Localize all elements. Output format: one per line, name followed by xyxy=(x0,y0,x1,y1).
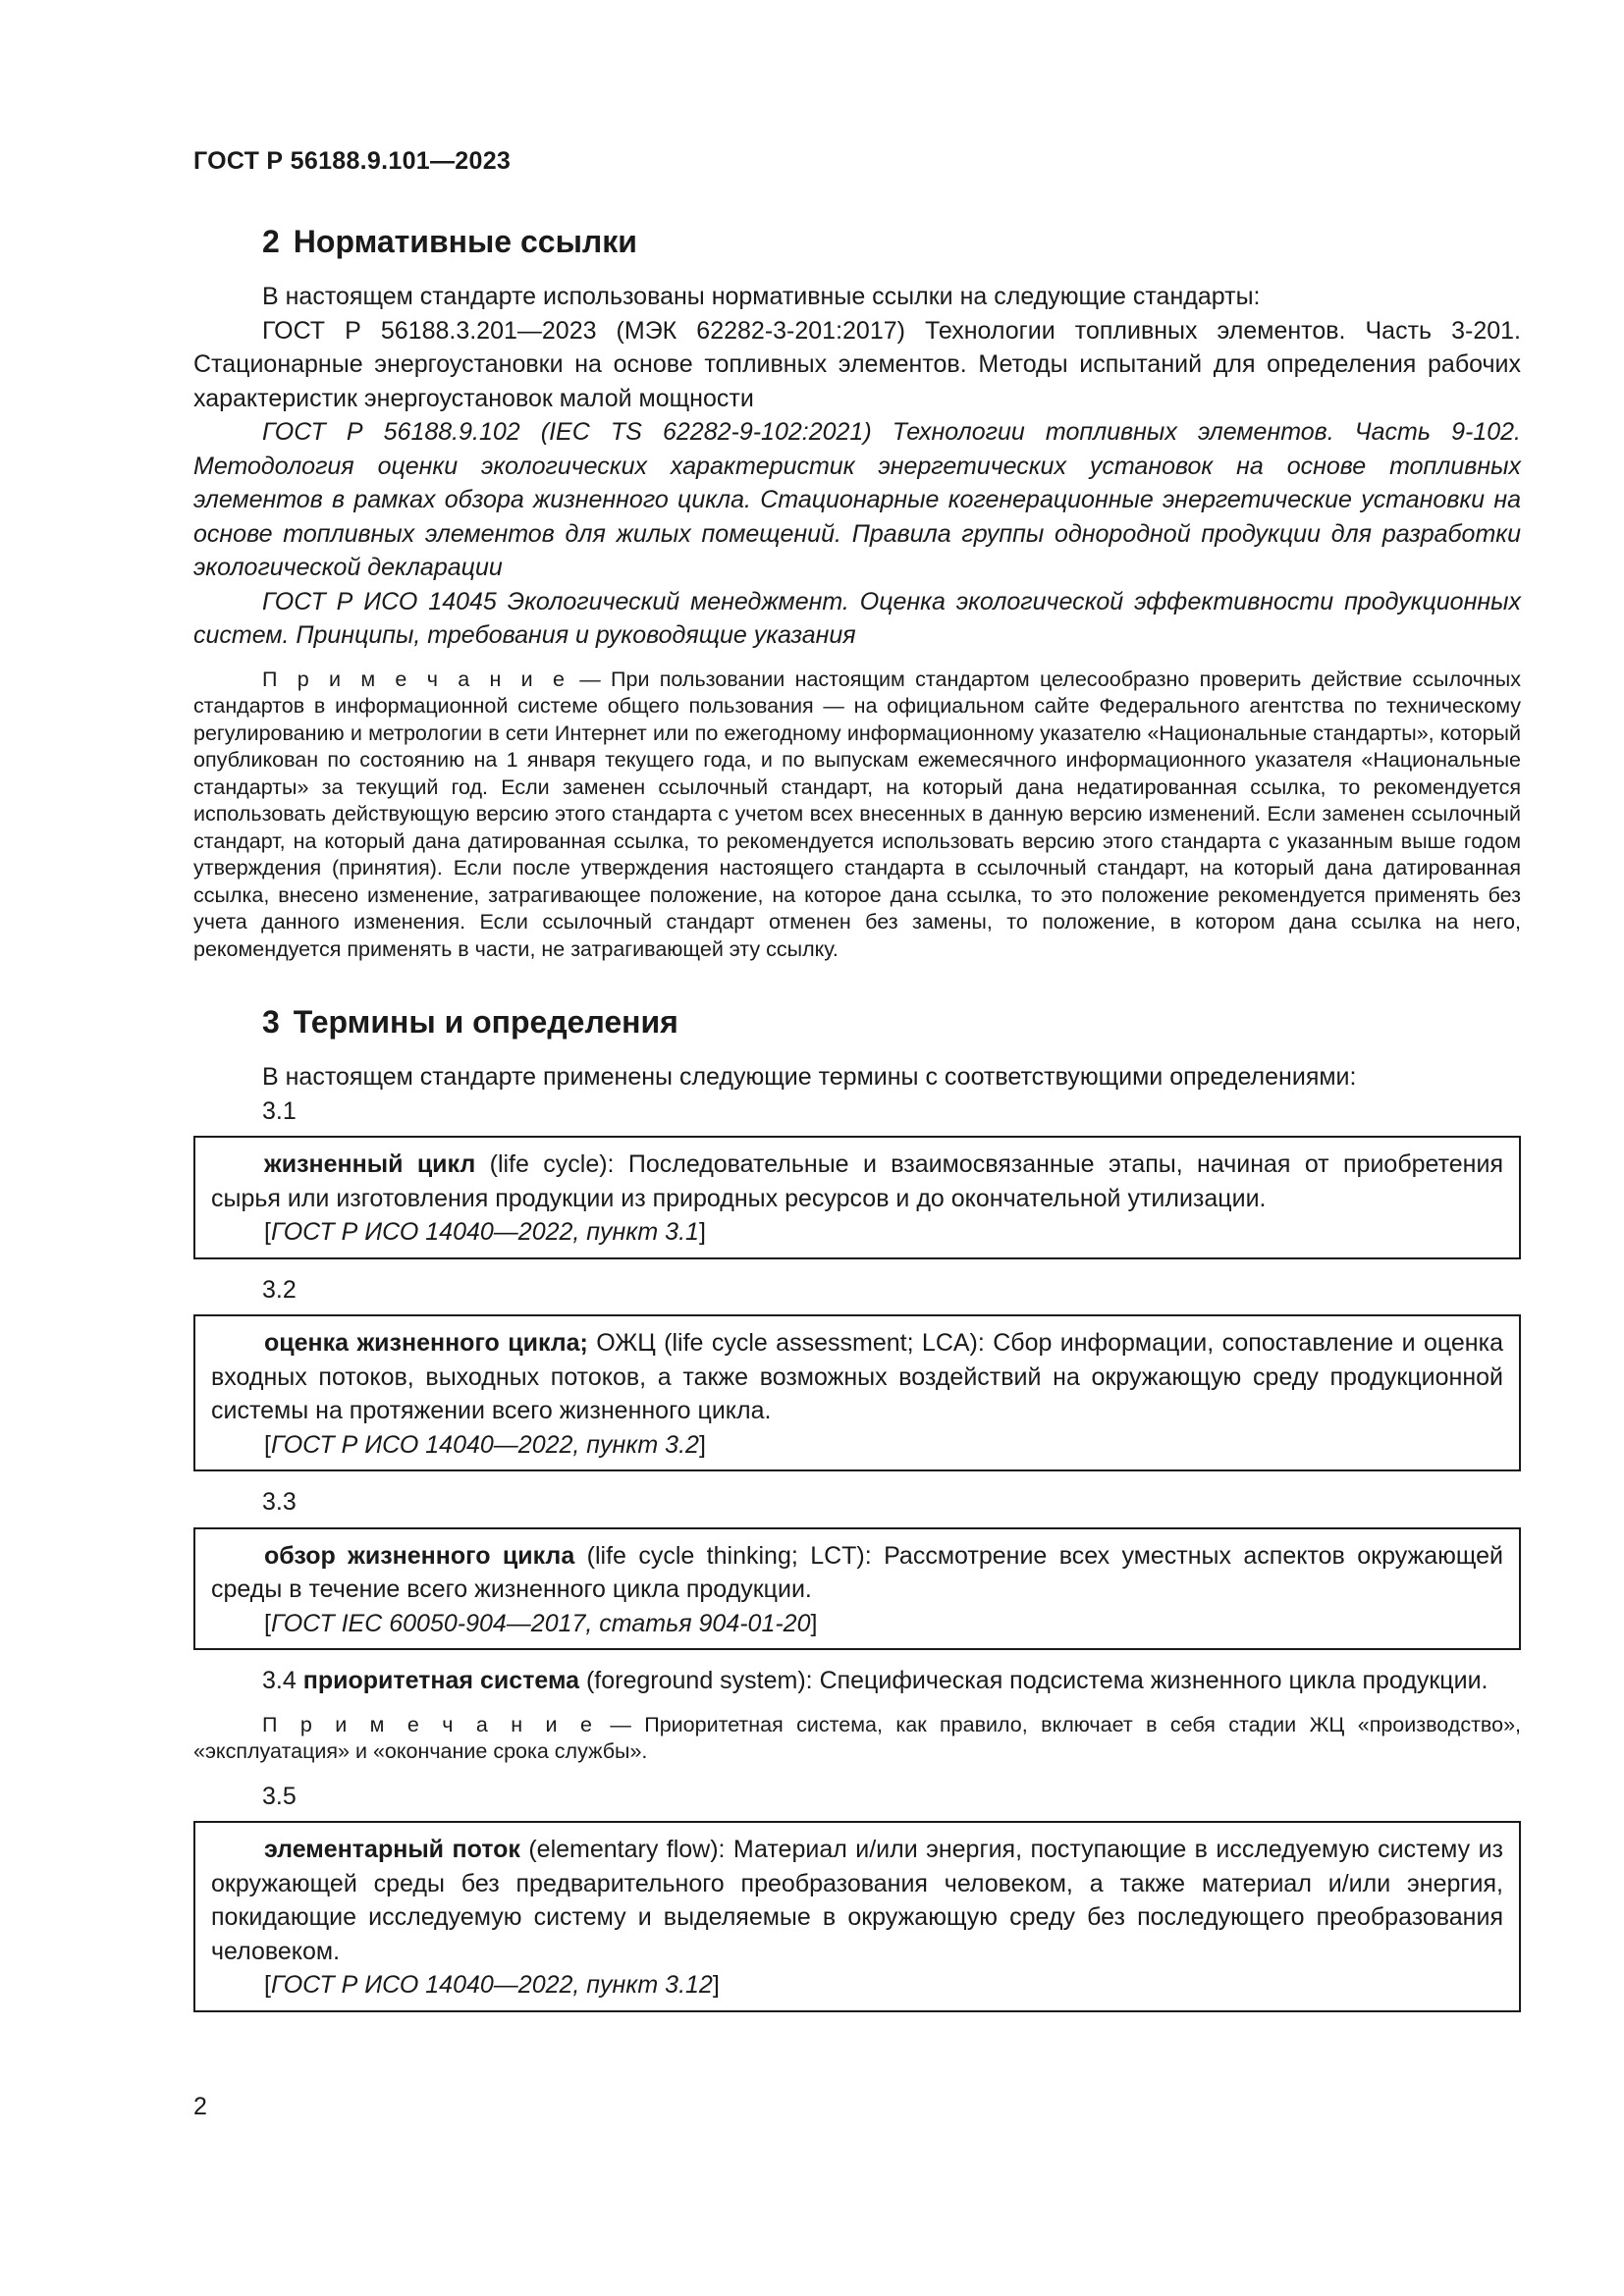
note-text: — При пользовании настоящим стандартом целесообразно проверить действие ссылочных стандартов в информационной системе общего пользования — на официальном сайте Федерального агентства по техническому регулированию и метрологии в сети Интернет или по ежегодному информационному указателю «Национальные стандарты», который опубликован по состоянию на 1 января текущего года, и по выпускам ежемесячного информационного указателя «Национальные стандарты» за текущий год. Если заменен ссылочный стандарт, на который дана недатированная ссылка, то рекомендуется использовать действующую версию этого стандарта с учетом всех внесенных в данную версию изменений. Если заменен ссылочный стандарт, на который дана датированная ссылка, то рекомендуется использовать версию этого стандарта с указанным выше годом утверждения (принятия). Если после утверждения настоящего стандарта в ссылочный стандарт, на который дана датированная ссылка, внесено изменение, затрагивающее положение, на которое дана ссылка, то это положение рекомендуется применять без учета данного изменения. Если ссылочный стандарт отменен без замены, то положение, в котором дана ссылка на него, рекомендуется применять в части, не затрагивающей эту ссылку. xyxy=(193,667,1521,961)
term-text: (life cycle): Последовательные и взаимосвязанные этапы, начиная от приобретения сырья или изготовления продукции из природных ресурсов и до окончательной утилизации. xyxy=(211,1150,1503,1212)
term-definition xyxy=(211,1326,1503,1428)
term-source: [ГОСТ Р ИСО 14040—2022, пункт 3.1] xyxy=(264,1218,706,1246)
page-content xyxy=(193,224,1521,2026)
section-2-title: Нормативные ссылки xyxy=(293,224,637,259)
term-text: (foreground system): Специфическая подсистема жизненного цикла продукции. xyxy=(579,1667,1489,1694)
note-label: П р и м е ч а н и е xyxy=(262,1712,597,1736)
normative-reference-2: ГОСТ Р 56188.9.102 (IEC TS 62282-9-102:2021) Технологии топливных элементов. Часть 9-102. Методология оценки экологических характеристик энергетических установок на основе топливных элементов в рамках обзора жизненного цикла. Стационарные когенерационные энергетические установки на основе топливных элементов для жилых помещений. Правила группы однородной продукции для разработки экологической декларации xyxy=(193,418,1521,581)
term-source: [ГОСТ IEC 60050-904—2017, статья 904-01-20] xyxy=(264,1609,818,1637)
term-box-3-5 xyxy=(193,1821,1521,2012)
section-2-number: 2 xyxy=(262,224,280,259)
term-number-3-4: 3.4 xyxy=(262,1667,297,1694)
section-2-note xyxy=(193,667,1521,964)
section-3-number: 3 xyxy=(262,1004,280,1040)
section-2-heading xyxy=(262,224,1521,260)
term-text: ОЖЦ (life cycle assessment; LCA): Сбор информации, сопоставление и оценка входных потоков, выходных потоков, а также возможных воздействий на окружающую среду продукционной системы на протяжении всего жизненного цикла. xyxy=(211,1329,1503,1424)
term-source: [ГОСТ Р ИСО 14040—2022, пункт 3.2] xyxy=(264,1430,706,1459)
term-source: [ГОСТ Р ИСО 14040—2022, пункт 3.12] xyxy=(264,1971,720,1999)
term-text: (elementary flow): Материал и/или энергия, поступающие в исследуемую систему из окружающей среды без предварительного преобразования человеком, а также материал и/или энергия, покидающие исследуемую систему и выделяемые в окружающую среду без последующего преобразования человеком. xyxy=(211,1836,1504,1965)
normative-reference-1: ГОСТ Р 56188.3.201—2023 (МЭК 62282-3-201:2017) Технологии топливных элементов. Часть 3-201. Стационарные энергоустановки на основе топливных элементов. Методы испытаний для определения рабочих характеристик энергоустановок малой мощности xyxy=(193,316,1521,412)
term-box-3-1 xyxy=(193,1136,1521,1259)
term-name: элементарный поток xyxy=(264,1836,520,1863)
document-code-header: ГОСТ Р 56188.9.101—2023 xyxy=(193,147,512,175)
term-box-3-3 xyxy=(193,1527,1521,1651)
section-2-intro: В настоящем стандарте использованы нормативные ссылки на следующие стандарты: xyxy=(262,283,1261,310)
term-name: жизненный цикл xyxy=(264,1150,476,1178)
term-name: приоритетная система xyxy=(302,1667,580,1694)
term-number-3-1: 3.1 xyxy=(262,1096,297,1125)
term-definition xyxy=(211,1539,1503,1607)
term-number-3-5: 3.5 xyxy=(262,1782,297,1810)
section-3-intro: В настоящем стандарте применены следующие термины с соответствующими определениями: xyxy=(262,1063,1357,1091)
normative-reference-3: ГОСТ Р ИСО 14045 Экологический менеджмент. Оценка экологической эффективности продукционных систем. Принципы, требования и руководящие указания xyxy=(193,587,1521,649)
term-text: (life cycle thinking; LCT): Рассмотрение всех уместных аспектов окружающей среды в течение всего жизненного цикла продукции. xyxy=(211,1541,1504,1603)
term-number-3-3: 3.3 xyxy=(262,1488,297,1516)
section-3-title: Термины и определения xyxy=(293,1004,678,1040)
section-3-heading xyxy=(262,1004,1521,1041)
term-name: обзор жизненного цикла xyxy=(264,1541,575,1570)
term-number-3-2: 3.2 xyxy=(262,1275,297,1304)
term-box-3-2 xyxy=(193,1314,1521,1471)
term-definition xyxy=(211,1148,1503,1215)
term-3-4-note xyxy=(193,1712,1521,1766)
term-3-4 xyxy=(193,1664,1521,1698)
page-number: 2 xyxy=(193,2093,207,2120)
term-name: оценка жизненного цикла; xyxy=(264,1329,588,1357)
note-text: — Приоритетная система, как правило, включает в себя стадии ЖЦ «производство», «эксплуатация» и «окончание срока службы». xyxy=(193,1712,1522,1763)
note-label: П р и м е ч а н и е xyxy=(262,667,569,691)
term-definition xyxy=(211,1833,1503,1968)
